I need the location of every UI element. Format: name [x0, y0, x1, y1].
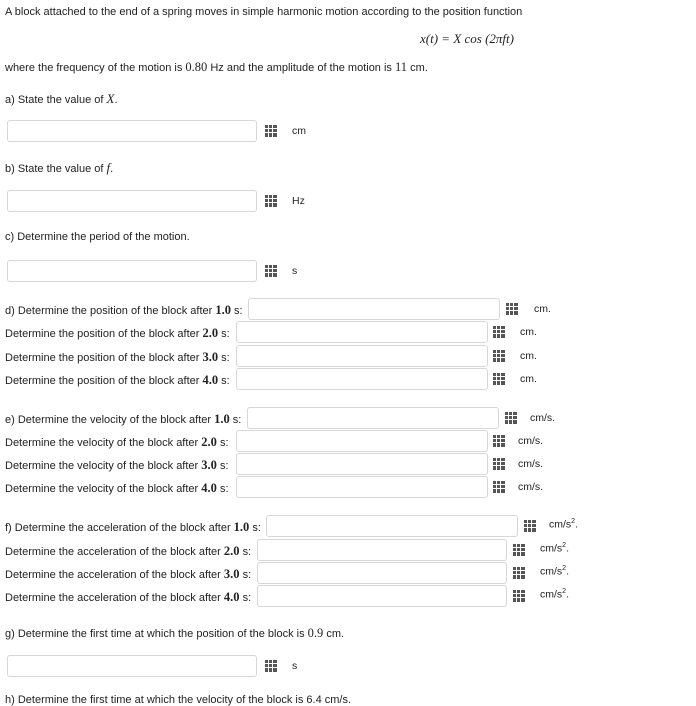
question-a-label: a) State the value of X. [5, 91, 118, 106]
question-e-label-1: e) Determine the velocity of the block after 1.0 s: [5, 412, 242, 426]
question-d-label-4: Determine the position of the block after 4.0 s: [5, 373, 230, 387]
question-g-label: g) Determine the first time at which the position of the block is 0.9 cm. [5, 626, 345, 640]
unit-label-f4: $cm/s^2$. [540, 588, 569, 601]
symbol-palette-icon[interactable] [493, 458, 505, 470]
symbol-palette-icon[interactable] [493, 373, 505, 385]
answer-d1-input[interactable] [248, 298, 500, 320]
unit-label-e1: cm/s. [530, 412, 556, 424]
answer-a-input[interactable] [7, 120, 257, 142]
answer-d2-input[interactable] [236, 321, 488, 343]
symbol-palette-icon[interactable] [493, 326, 505, 338]
answer-f2-input[interactable] [257, 539, 507, 561]
question-c-label: c) Determine the period of the motion. [5, 231, 190, 243]
question-f-label-3: Determine the acceleration of the block after 3.0 s: [5, 567, 252, 581]
unit-label-e4: cm/s. [518, 481, 544, 493]
unit-label-c: s [292, 265, 298, 277]
question-d-label-2: Determine the position of the block after 2.0 s: [5, 326, 230, 340]
question-e-label-2: Determine the velocity of the block after 2.0 s: [5, 435, 229, 449]
question-e-label-4: Determine the velocity of the block after 4.0 s: [5, 481, 229, 495]
unit-label-g: s [292, 660, 298, 672]
unit-label-d2: cm. [520, 326, 537, 338]
question-d-label-3: Determine the position of the block after 3.0 s: [5, 350, 230, 364]
answer-d3-input[interactable] [236, 345, 488, 367]
symbol-palette-icon[interactable] [524, 520, 536, 532]
symbol-palette-icon[interactable] [493, 350, 505, 362]
question-e-label-3: Determine the velocity of the block after 3.0 s: [5, 458, 229, 472]
symbol-palette-icon[interactable] [513, 544, 525, 556]
unit-label-e2: cm/s. [518, 435, 544, 447]
symbol-palette-icon[interactable] [506, 303, 518, 315]
answer-f4-input[interactable] [257, 585, 507, 607]
answer-e2-input[interactable] [236, 430, 488, 452]
answer-d4-input[interactable] [236, 368, 488, 390]
unit-label-b: Hz [292, 195, 305, 207]
question-h-label: h) Determine the first time at which the velocity of the block is 6.4 cm/s. [5, 694, 352, 706]
answer-g-input[interactable] [7, 655, 257, 677]
symbol-palette-icon[interactable] [265, 265, 277, 277]
symbol-palette-icon[interactable] [505, 412, 517, 424]
symbol-palette-icon[interactable] [265, 125, 277, 137]
unit-label-a: cm [292, 125, 306, 137]
question-f-label-1: f) Determine the acceleration of the block after 1.0 s: [5, 520, 261, 534]
question-f-label-2: Determine the acceleration of the block after 2.0 s: [5, 544, 252, 558]
unit-label-d4: cm. [520, 373, 537, 385]
symbol-palette-icon[interactable] [513, 590, 525, 602]
unit-label-e3: cm/s. [518, 458, 544, 470]
answer-b-input[interactable] [7, 190, 257, 212]
position-equation: x(t) = X cos (2πft) [420, 31, 514, 46]
unit-label-f1: $cm/s^2$. [549, 518, 578, 531]
symbol-palette-icon[interactable] [265, 195, 277, 207]
answer-c-input[interactable] [7, 260, 257, 282]
unit-label-d3: cm. [520, 350, 537, 362]
answer-f1-input[interactable] [266, 515, 518, 537]
problem-intro: A block attached to the end of a spring moves in simple harmonic motion according to the position function [5, 6, 523, 18]
symbol-palette-icon[interactable] [265, 660, 277, 672]
symbol-palette-icon[interactable] [493, 481, 505, 493]
unit-label-f3: $cm/s^2$. [540, 565, 569, 578]
symbol-palette-icon[interactable] [493, 435, 505, 447]
question-d-label-1: d) Determine the position of the block after 1.0 s: [5, 303, 243, 317]
answer-e1-input[interactable] [247, 407, 499, 429]
question-b-label: b) State the value of f. [5, 160, 114, 175]
answer-e3-input[interactable] [236, 453, 488, 475]
question-f-label-4: Determine the acceleration of the block after 4.0 s: [5, 590, 252, 604]
symbol-palette-icon[interactable] [513, 567, 525, 579]
problem-conditions: where the frequency of the motion is 0.80 Hz and the amplitude of the motion is 11 cm. [5, 60, 428, 74]
unit-label-f2: $cm/s^2$. [540, 542, 569, 555]
answer-e4-input[interactable] [236, 476, 488, 498]
unit-label-d1: cm. [534, 303, 551, 315]
answer-f3-input[interactable] [257, 562, 507, 584]
